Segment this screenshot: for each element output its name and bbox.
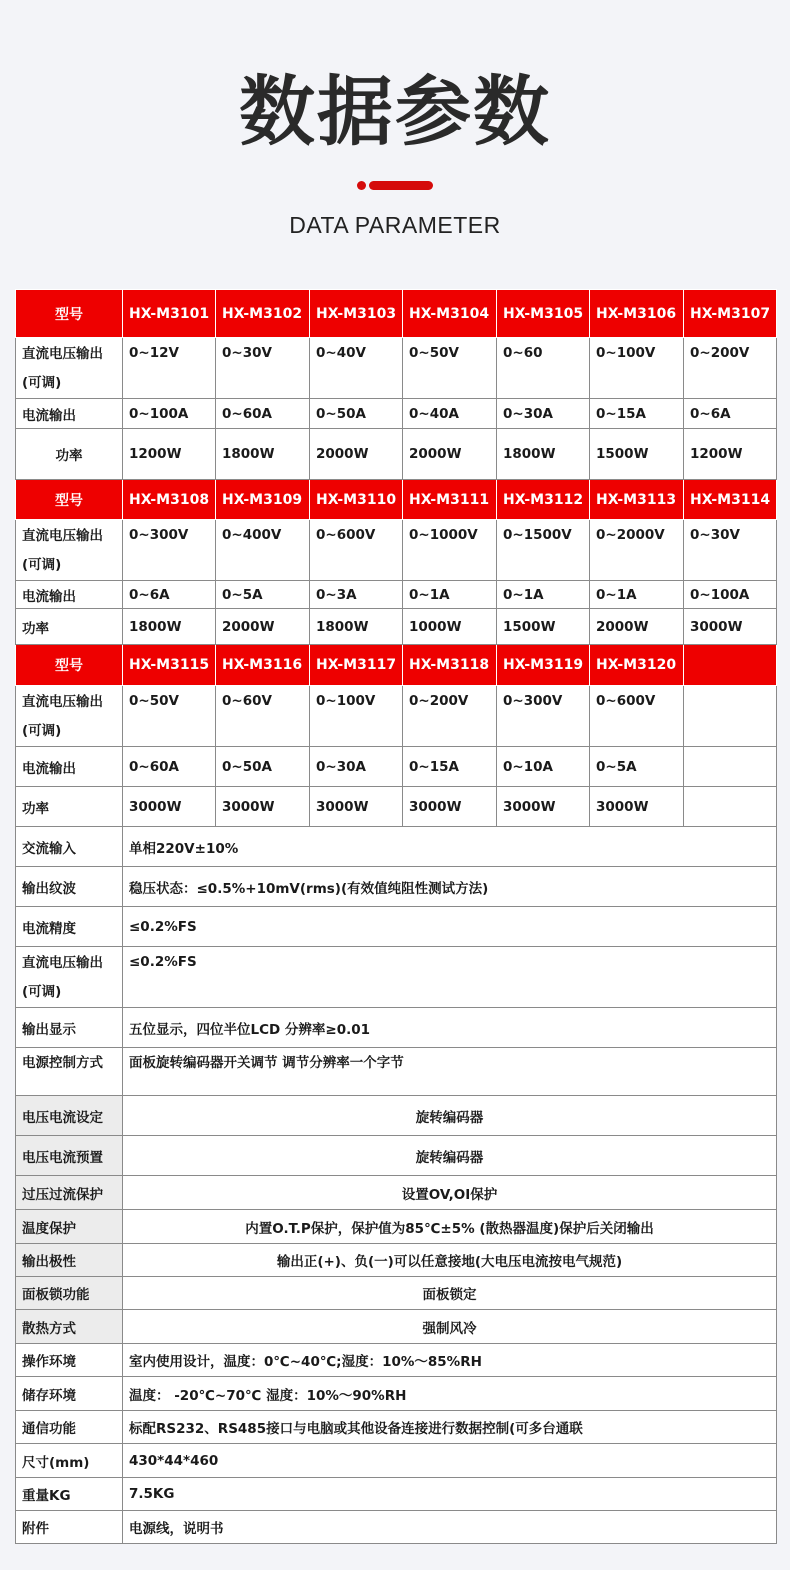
spec-value: 强制风冷 — [123, 1310, 777, 1344]
model-header-row — [16, 480, 777, 520]
spec-label: 过压过流保护 — [16, 1176, 123, 1210]
power-cell — [684, 787, 777, 827]
current-cell: 0~50A — [310, 399, 403, 429]
model-cell: HX-M3105 — [497, 290, 590, 338]
power-cell: 3000W — [123, 787, 216, 827]
model-cell: HX-M3120 — [590, 645, 684, 686]
power-cell: 3000W — [403, 787, 497, 827]
model-cell: HX-M3113 — [590, 480, 684, 520]
model-cell: HX-M3104 — [403, 290, 497, 338]
model-cell: HX-M3115 — [123, 645, 216, 686]
spec-value: ≤0.2%FS — [123, 947, 777, 1008]
current-label: 电流输出 — [16, 581, 123, 609]
current-row — [16, 581, 777, 609]
page-title: 数据参数 — [239, 67, 551, 156]
current-cell: 0~1A — [403, 581, 497, 609]
spec-value: 电源线，说明书 — [123, 1511, 777, 1544]
spec-value: 标配RS232、RS485接口与电脑或其他设备连接进行数据控制(可多台通联 — [123, 1411, 777, 1444]
spec-row — [16, 867, 777, 907]
current-cell: 0~40A — [403, 399, 497, 429]
spec-label: 输出极性 — [16, 1244, 123, 1277]
voltage-cell: 0~30V — [684, 520, 777, 581]
current-cell — [684, 747, 777, 787]
model-cell: HX-M3112 — [497, 480, 590, 520]
current-cell: 0~30A — [497, 399, 590, 429]
spec-row — [16, 827, 777, 867]
spec-value: 设置OV,OI保护 — [123, 1176, 777, 1210]
model-cell: HX-M3107 — [684, 290, 777, 338]
spec-value: 旋转编码器 — [123, 1096, 777, 1136]
spec-row — [16, 1511, 777, 1544]
power-cell: 1200W — [684, 429, 777, 480]
current-cell: 0~50A — [216, 747, 310, 787]
power-cell: 1200W — [123, 429, 216, 480]
spec-value: 单相220V±10% — [123, 827, 777, 867]
power-cell: 2000W — [216, 609, 310, 645]
spec-label: 电流精度 — [16, 907, 123, 947]
current-cell: 0~5A — [590, 747, 684, 787]
spec-row — [16, 1310, 777, 1344]
spec-value: 旋转编码器 — [123, 1136, 777, 1176]
current-cell: 0~60A — [216, 399, 310, 429]
power-cell: 1800W — [216, 429, 310, 480]
voltage-cell: 0~50V — [123, 686, 216, 747]
spec-label: 直流电压输出(可调) — [16, 947, 123, 1008]
current-row — [16, 747, 777, 787]
voltage-cell — [684, 686, 777, 747]
voltage-cell: 0~200V — [684, 338, 777, 399]
spec-value: 面板旋转编码器开关调节 调节分辨率一个字节 — [123, 1048, 777, 1096]
model-cell: HX-M3119 — [497, 645, 590, 686]
current-label: 电流输出 — [16, 747, 123, 787]
voltage-label: 直流电压输出(可调) — [16, 520, 123, 581]
power-row — [16, 429, 777, 480]
model-header-row — [16, 290, 777, 338]
current-cell: 0~15A — [590, 399, 684, 429]
current-cell: 0~5A — [216, 581, 310, 609]
current-cell: 0~1A — [590, 581, 684, 609]
voltage-cell: 0~200V — [403, 686, 497, 747]
spec-value: 五位显示，四位半位LCD 分辨率≥0.01 — [123, 1008, 777, 1048]
spec-label: 储存环境 — [16, 1377, 123, 1411]
power-cell: 3000W — [590, 787, 684, 827]
model-cell: HX-M3108 — [123, 480, 216, 520]
voltage-cell: 0~600V — [590, 686, 684, 747]
spec-value: 7.5KG — [123, 1478, 777, 1511]
spec-row — [16, 1478, 777, 1511]
power-cell: 1800W — [310, 609, 403, 645]
spec-row — [16, 1411, 777, 1444]
power-cell: 3000W — [310, 787, 403, 827]
voltage-cell: 0~60V — [216, 686, 310, 747]
parameter-table — [15, 289, 777, 1544]
spec-row — [16, 1136, 777, 1176]
power-cell: 3000W — [684, 609, 777, 645]
spec-value: 稳压状态：≤0.5%+10mV(rms)(有效值纯阻性测试方法) — [123, 867, 777, 907]
voltage-cell: 0~600V — [310, 520, 403, 581]
power-cell: 1000W — [403, 609, 497, 645]
voltage-cell: 0~12V — [123, 338, 216, 399]
spec-row — [16, 1277, 777, 1310]
power-label: 功率 — [16, 609, 123, 645]
voltage-cell: 0~40V — [310, 338, 403, 399]
power-cell: 3000W — [216, 787, 310, 827]
current-cell: 0~10A — [497, 747, 590, 787]
spec-row — [16, 1096, 777, 1136]
spec-value: 室内使用设计，温度：0℃~40℃;湿度：10%～85%RH — [123, 1344, 777, 1377]
spec-label: 电压电流设定 — [16, 1096, 123, 1136]
current-cell: 0~100A — [684, 581, 777, 609]
voltage-label: 直流电压输出(可调) — [16, 338, 123, 399]
spec-label: 散热方式 — [16, 1310, 123, 1344]
power-cell: 2000W — [310, 429, 403, 480]
spec-label: 电源控制方式 — [16, 1048, 123, 1096]
spec-row — [16, 907, 777, 947]
voltage-row — [16, 338, 777, 399]
model-cell: HX-M3103 — [310, 290, 403, 338]
spec-row — [16, 1176, 777, 1210]
spec-label: 尺寸(mm) — [16, 1444, 123, 1478]
power-cell: 1500W — [590, 429, 684, 480]
spec-row — [16, 1377, 777, 1411]
spec-label: 输出显示 — [16, 1008, 123, 1048]
voltage-cell: 0~100V — [310, 686, 403, 747]
voltage-cell: 0~300V — [123, 520, 216, 581]
spec-label: 附件 — [16, 1511, 123, 1544]
spec-value: ≤0.2%FS — [123, 907, 777, 947]
model-cell: HX-M3109 — [216, 480, 310, 520]
voltage-cell: 0~1000V — [403, 520, 497, 581]
model-cell: HX-M3102 — [216, 290, 310, 338]
model-cell: HX-M3101 — [123, 290, 216, 338]
spec-label: 通信功能 — [16, 1411, 123, 1444]
spec-row — [16, 1244, 777, 1277]
power-label: 功率 — [16, 787, 123, 827]
spec-label: 重量KG — [16, 1478, 123, 1511]
spec-value: 温度： -20℃~70℃ 湿度：10%～90%RH — [123, 1377, 777, 1411]
model-cell — [684, 645, 777, 686]
spec-label: 面板锁功能 — [16, 1277, 123, 1310]
current-cell: 0~60A — [123, 747, 216, 787]
model-label: 型号 — [16, 645, 123, 686]
voltage-cell: 0~60 — [497, 338, 590, 399]
model-cell: HX-M3111 — [403, 480, 497, 520]
voltage-cell: 0~100V — [590, 338, 684, 399]
current-cell: 0~3A — [310, 581, 403, 609]
power-cell: 2000W — [590, 609, 684, 645]
power-row — [16, 609, 777, 645]
spec-row — [16, 1444, 777, 1478]
model-cell: HX-M3114 — [684, 480, 777, 520]
spec-value: 内置O.T.P保护，保护值为85℃±5% (散热器温度)保护后关闭输出 — [123, 1210, 777, 1244]
spec-value: 面板锁定 — [123, 1277, 777, 1310]
page-subtitle: DATA PARAMETER — [289, 212, 501, 238]
power-cell: 1500W — [497, 609, 590, 645]
current-cell: 0~30A — [310, 747, 403, 787]
spec-row — [16, 1048, 777, 1096]
spec-row — [16, 947, 777, 1008]
voltage-label: 直流电压输出(可调) — [16, 686, 123, 747]
current-label: 电流输出 — [16, 399, 123, 429]
spec-value: 输出正(+)、负(一)可以任意接地(大电压电流按电气规范) — [123, 1244, 777, 1277]
current-cell: 0~100A — [123, 399, 216, 429]
current-cell: 0~15A — [403, 747, 497, 787]
power-cell: 1800W — [497, 429, 590, 480]
power-label: 功率 — [16, 429, 123, 480]
voltage-cell: 0~400V — [216, 520, 310, 581]
spec-row — [16, 1210, 777, 1244]
voltage-row — [16, 520, 777, 581]
spec-label: 输出纹波 — [16, 867, 123, 907]
model-cell: HX-M3117 — [310, 645, 403, 686]
accent-dot — [357, 181, 366, 190]
model-cell: HX-M3116 — [216, 645, 310, 686]
spec-label: 温度保护 — [16, 1210, 123, 1244]
model-label: 型号 — [16, 480, 123, 520]
model-cell: HX-M3110 — [310, 480, 403, 520]
model-cell: HX-M3118 — [403, 645, 497, 686]
current-row — [16, 399, 777, 429]
voltage-cell: 0~300V — [497, 686, 590, 747]
voltage-cell: 0~2000V — [590, 520, 684, 581]
spec-label: 交流输入 — [16, 827, 123, 867]
power-cell: 2000W — [403, 429, 497, 480]
power-cell: 3000W — [497, 787, 590, 827]
voltage-cell: 0~30V — [216, 338, 310, 399]
voltage-cell: 0~50V — [403, 338, 497, 399]
voltage-cell: 0~1500V — [497, 520, 590, 581]
current-cell: 0~6A — [123, 581, 216, 609]
spec-row — [16, 1008, 777, 1048]
power-row — [16, 787, 777, 827]
spec-row — [16, 1344, 777, 1377]
spec-value: 430*44*460 — [123, 1444, 777, 1478]
power-cell: 1800W — [123, 609, 216, 645]
current-cell: 0~1A — [497, 581, 590, 609]
current-cell: 0~6A — [684, 399, 777, 429]
model-header-row — [16, 645, 777, 686]
spec-label: 电压电流预置 — [16, 1136, 123, 1176]
model-cell: HX-M3106 — [590, 290, 684, 338]
voltage-row — [16, 686, 777, 747]
accent-bar — [369, 181, 433, 190]
model-label: 型号 — [16, 290, 123, 338]
spec-label: 操作环境 — [16, 1344, 123, 1377]
